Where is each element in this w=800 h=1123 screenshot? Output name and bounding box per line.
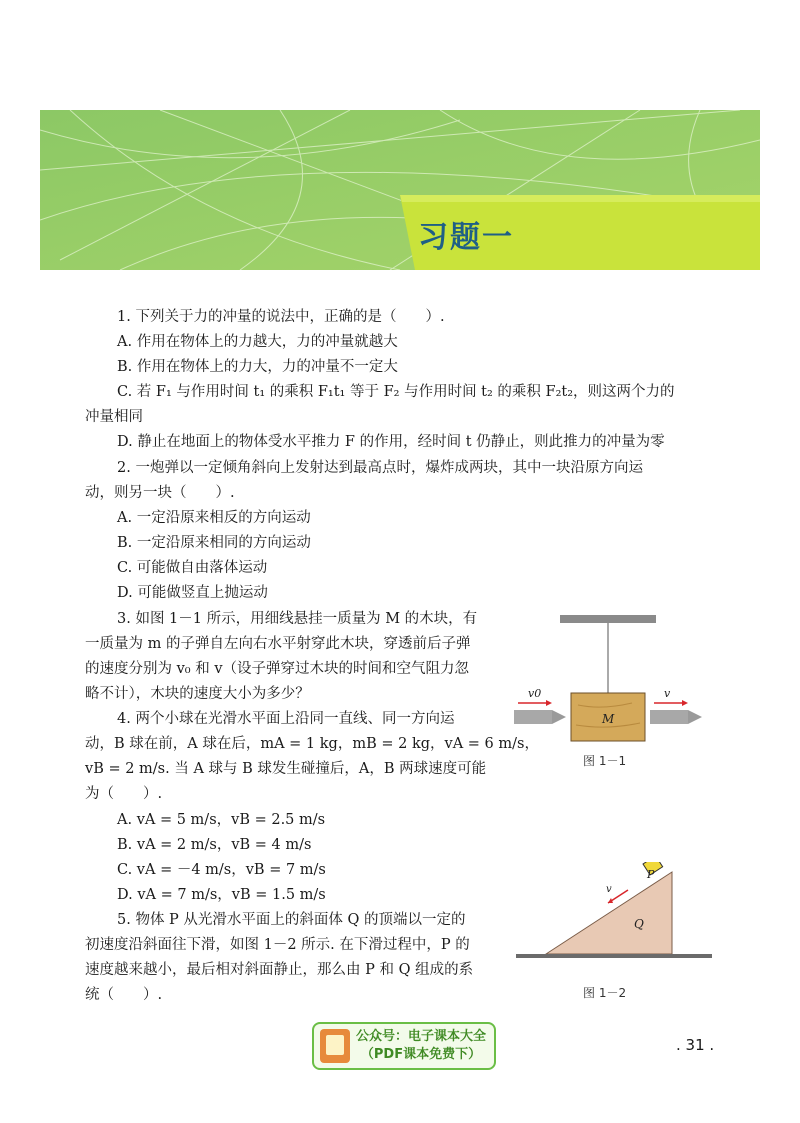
q4-option-c: C. vA = －4 m/s，vB = 7 m/s	[117, 862, 326, 878]
q1-stem: 1. 下列关于力的冲量的说法中，正确的是（ ）.	[117, 309, 445, 325]
q1-option-c-line2: 冲量相同	[85, 409, 143, 425]
label-v0: v0	[528, 687, 542, 700]
q2-stem-line1: 2. 一炮弹以一定倾角斜向上发射达到最高点时，爆炸成两块，其中一块沿原方向运	[117, 460, 643, 476]
banner-background	[40, 110, 760, 270]
ground	[516, 954, 712, 958]
bullet-left	[514, 710, 566, 724]
label-Q: Q	[634, 917, 644, 931]
header-banner	[40, 110, 760, 270]
q3-line2: 一质量为 m 的子弹自左向右水平射穿此木块，穿透前后子弹	[85, 636, 471, 652]
figure-1-2-caption: 图 1－2	[583, 986, 627, 1000]
q2-option-d: D. 可能做竖直上抛运动	[117, 585, 268, 601]
footer-watermark-badge	[312, 1022, 496, 1070]
q4-option-b: B. vA = 2 m/s，vB = 4 m/s	[117, 837, 312, 853]
figure-1-1-caption: 图 1－1	[583, 754, 627, 768]
q4-line1: 4. 两个小球在光滑水平面上沿同一直线、同一方向运	[117, 711, 455, 727]
q2-option-b: B. 一定沿原来相同的方向运动	[117, 535, 311, 551]
figure-1-1	[512, 615, 712, 750]
page-title: 习题一	[418, 220, 514, 255]
q4-line4: 为（ ）.	[85, 786, 163, 802]
badge-line1: 公众号：电子课本大全	[356, 1029, 487, 1044]
q4-option-a: A. vA = 5 m/s，vB = 2.5 m/s	[117, 812, 326, 828]
label-v: v	[664, 687, 671, 700]
page-number: . 31 .	[676, 1036, 715, 1054]
badge-text	[356, 1028, 486, 1064]
q1-option-d: D. 静止在地面上的物体受水平推力 F 的作用，经时间 t 仍静止，则此推力的冲量为零	[117, 434, 665, 450]
label-M: M	[602, 712, 615, 726]
ceiling-bar	[560, 615, 656, 623]
q4-line2: 动，B 球在前，A 球在后，mA = 1 kg，mB = 2 kg，vA = 6 m/s，	[85, 736, 539, 752]
q5-line1: 5. 物体 P 从光滑水平面上的斜面体 Q 的顶端以一定的	[117, 912, 466, 928]
figure-1-2	[516, 862, 712, 962]
q3-line1: 3. 如图 1－1 所示，用细线悬挂一质量为 M 的木块，有	[117, 611, 478, 627]
q4-line3: vB = 2 m/s. 当 A 球与 B 球发生碰撞后，A，B 两球速度可能	[85, 761, 487, 777]
book-icon	[320, 1029, 350, 1063]
badge-line2: （PDF课本免费下）	[360, 1047, 482, 1062]
q1-option-c-line1: C. 若 F₁ 与作用时间 t₁ 的乘积 F₁t₁ 等于 F₂ 与作用时间 t₂ 的乘积 F₂t₂，则这两个力的	[117, 384, 675, 400]
q3-line4: 略不计），木块的速度大小为多少？	[85, 686, 310, 702]
q2-option-c: C. 可能做自由落体运动	[117, 560, 268, 576]
q1-option-a: A. 作用在物体上的力越大，力的冲量就越大	[117, 334, 398, 350]
bullet-right	[650, 710, 702, 724]
q5-line2: 初速度沿斜面往下滑，如图 1－2 所示. 在下滑过程中，P 的	[85, 937, 470, 953]
q5-line3: 速度越来越小，最后相对斜面静止，那么由 P 和 Q 组成的系	[85, 962, 474, 978]
q5-line4: 统（ ）.	[85, 987, 163, 1003]
label-v-incline: v	[606, 884, 612, 895]
q1-option-b: B. 作用在物体上的力大，力的冲量不一定大	[117, 359, 398, 375]
label-P: P	[647, 868, 655, 881]
q3-line3: 的速度分别为 v₀ 和 v（设子弹穿过木块的时间和空气阻力忽	[85, 661, 470, 677]
q4-option-d: D. vA = 7 m/s，vB = 1.5 m/s	[117, 887, 326, 903]
q2-stem-line2: 动，则另一块（ ）.	[85, 485, 235, 501]
q2-option-a: A. 一定沿原来相反的方向运动	[117, 510, 311, 526]
